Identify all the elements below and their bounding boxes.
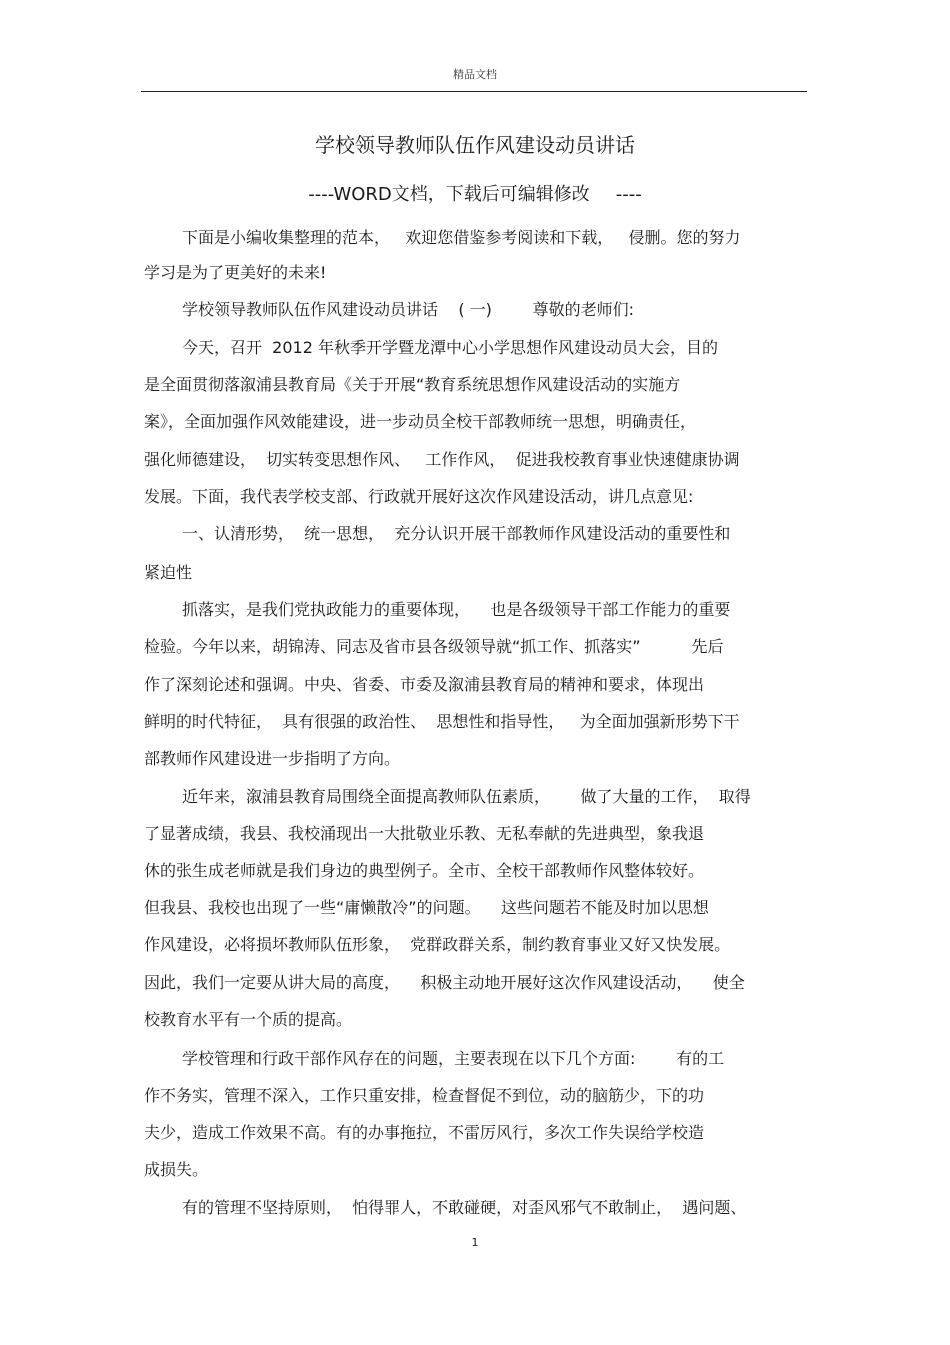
body-line: 作不务实，管理不深入，工作只重安排，检查督促不到位，动的脑筋少，下的功 — [144, 1086, 705, 1105]
body-line: 学校领导教师队伍作风建设动员讲话 ( 一) 尊敬的老师们: — [182, 300, 634, 319]
body-line: 近年来，溆浦县教育局围绕全面提高教师队伍素质， 做了大量的工作， 取得 — [182, 787, 751, 806]
body-line: 校教育水平有一个质的提高。 — [144, 1010, 353, 1029]
body-line: 抓落实，是我们党执政能力的重要体现， 也是各级领导干部工作能力的重要 — [182, 600, 731, 619]
header-rule — [141, 91, 807, 92]
body-line: 部教师作风建设进一步指明了方向。 — [144, 749, 401, 768]
body-line: 有的管理不坚持原则， 怕得罪人，不敢碰硬，对歪风邪气不敢制止， 遇问题、 — [182, 1198, 747, 1217]
body-line: 但我县、我校也出现了一些“庸懒散冷”的问题。 这些问题若不能及时加以思想 — [144, 898, 709, 917]
document-title: 学校领导教师队伍作风建设动员讲话 — [315, 133, 635, 157]
body-line: 了显著成绩，我县、我校涌现出一大批敬业乐教、无私奉献的先进典型，象我退 — [144, 824, 705, 843]
body-line: 下面是小编收集整理的范本， 欢迎您借鉴参考阅读和下载， 侵删。您的努力 — [182, 228, 741, 247]
body-line: 今天，召开 2012 年秋季开学暨龙潭中心小学思想作风建设动员大会，目的 — [182, 338, 718, 357]
body-line: 是全面贯彻落溆浦县教育局《关于开展“教育系统思想作风建设活动的实施方 — [144, 375, 681, 394]
running-header: 精品文档 — [453, 68, 497, 81]
body-line: 因此，我们一定要从讲大局的高度， 积极主动地开展好这次作风建设活动， 使全 — [144, 973, 745, 992]
body-line: 成损失。 — [144, 1160, 209, 1179]
body-line: 一、认清形势， 统一思想， 充分认识开展干部教师作风建设活动的重要性和 — [182, 524, 731, 543]
body-line: 夫少，造成工作效果不高。有的办事拖拉，不雷厉风行，多次工作失误给学校造 — [144, 1123, 705, 1142]
subtitle-dashes: ---- — [615, 184, 642, 205]
page-number: 1 — [471, 1236, 479, 1249]
subtitle-text: ----WORD文档，下载后可编辑修改 — [308, 184, 590, 205]
body-line: 发展。下面，我代表学校支部、行政就开展好这次作风建设活动，讲几点意见: — [144, 487, 694, 506]
body-line: 休的张生成老师就是我们身边的典型例子。全市、全校干部教师作风整体较好。 — [144, 861, 705, 880]
body-line: 鲜明的时代特征， 具有很强的政治性、 思想性和指导性， 为全面加强新形势下干 — [144, 712, 740, 731]
body-line: 学校管理和行政干部作风存在的问题，主要表现在以下几个方面: 有的工 — [182, 1049, 725, 1068]
body-line: 学习是为了更美好的未来! — [144, 263, 327, 282]
body-line: 作风建设，必将损坏教师队伍形象， 党群政群关系，制约教育事业又好又快发展。 — [144, 935, 731, 954]
body-line: 紧迫性 — [144, 563, 193, 582]
document-subtitle — [0, 180, 950, 206]
body-line: 强化师德建设， 切实转变思想作风、 工作作风， 促进我校教育事业快速健康协调 — [144, 450, 740, 469]
body-line: 作了深刻论述和强调。中央、省委、市委及溆浦县教育局的精神和要求，体现出 — [144, 675, 705, 694]
body-line: 案》，全面加强作风效能建设，进一步动员全校干部教师统一思想，明确责任， — [144, 412, 697, 431]
body-line: 检验。今年以来，胡锦涛、同志及省市县各级领导就“抓工作、抓落实” 先后 — [144, 637, 724, 656]
